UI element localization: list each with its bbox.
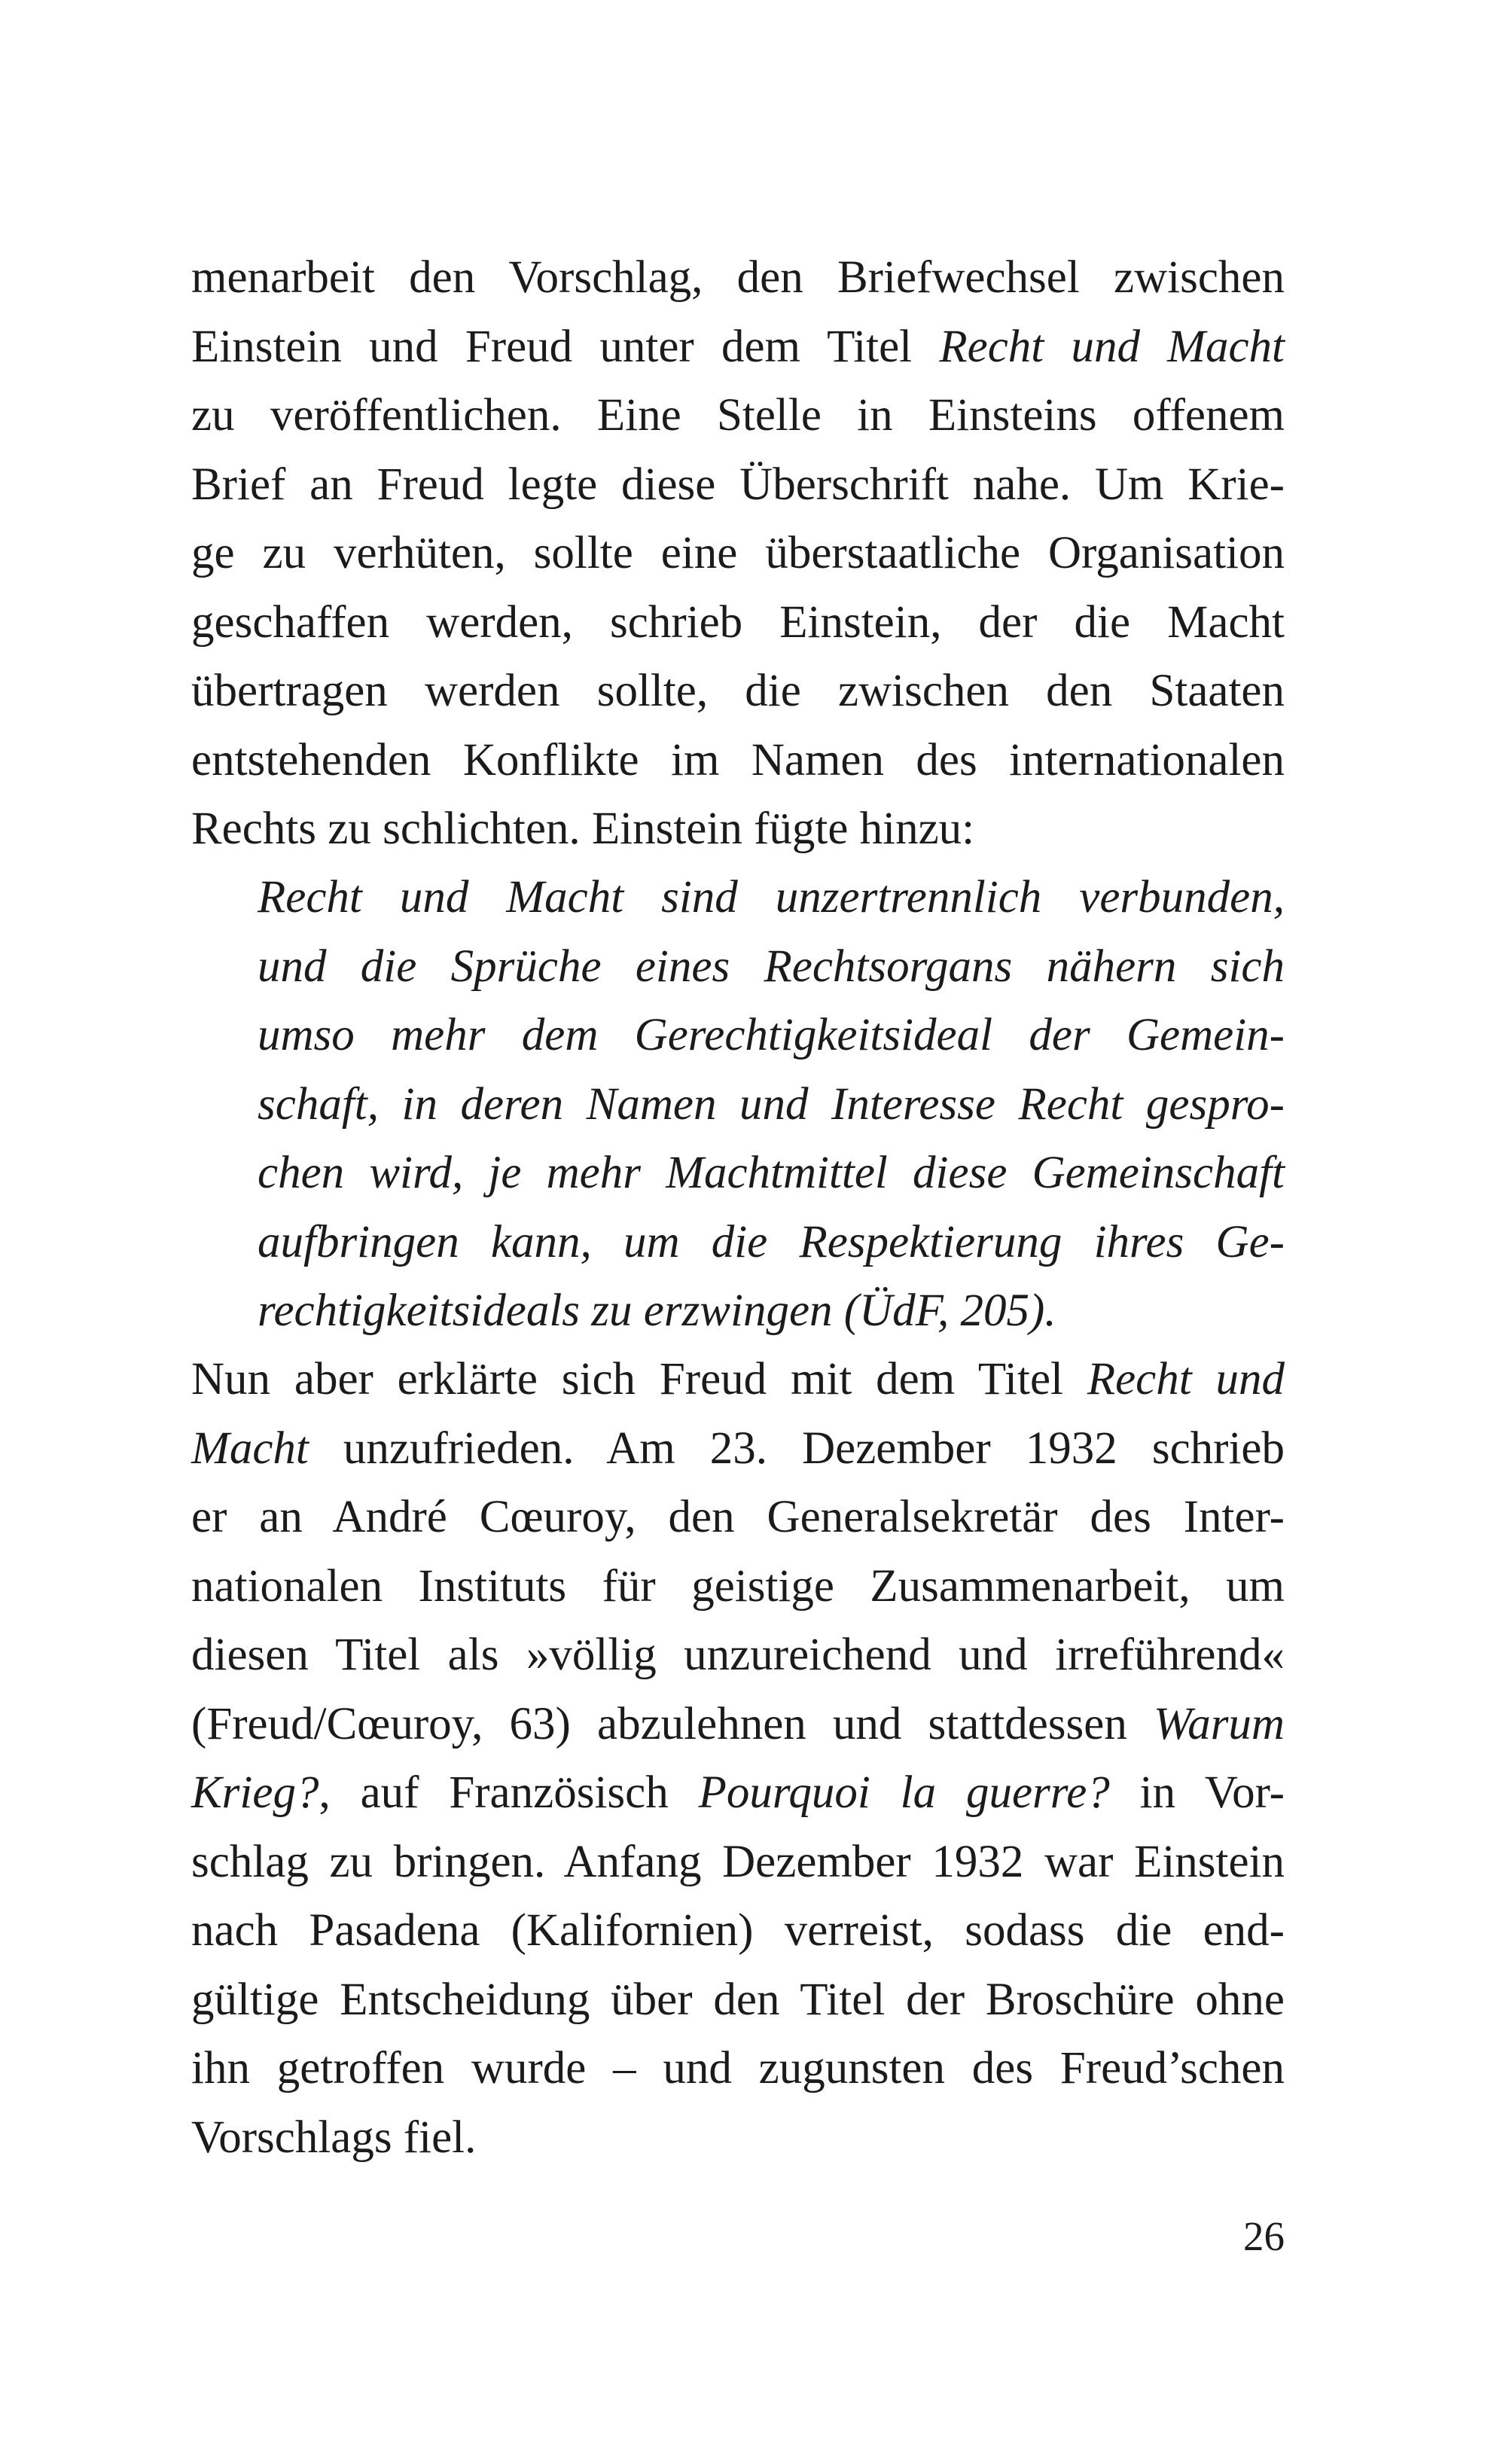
quote-line: rechtigkeitsideals zu erzwingen (ÜdF, 205).	[258, 1285, 1056, 1336]
text-line: diesen Titel als »völlig unzureichend und irreführend«	[191, 1630, 1285, 1680]
text-line: schlag zu bringen. Anfang Dezember 1932 war Einstein	[191, 1836, 1285, 1887]
paragraph-1	[191, 243, 1285, 864]
text-span: , auf Französisch	[319, 1767, 699, 1818]
page-number: 26	[1243, 2213, 1285, 2259]
text-line: nach Pasadena (Kalifornien) verreist, sodass die end-	[191, 1905, 1285, 1956]
quote-line: umso mehr dem Gerechtigkeitsideal der Gemein-	[258, 1010, 1285, 1060]
text-line	[191, 1690, 1285, 1759]
quote-line: schaft, in deren Namen und Interesse Recht gespro-	[258, 1078, 1285, 1130]
italic-title: Recht und	[1087, 1354, 1285, 1404]
text-line: entstehenden Konflikte im Namen des internationalen	[191, 734, 1285, 785]
text-line	[191, 313, 1285, 382]
text-line: er an André Cœuroy, den Generalsekretär des Inter-	[191, 1492, 1285, 1542]
text-span: Einstein und Freud unter dem Titel	[191, 321, 940, 372]
quote-line: und die Sprüche eines Rechtsorgans nähern sich	[258, 941, 1285, 992]
italic-title: Warum	[1153, 1698, 1285, 1749]
text-span: (Freud/Cœuroy, 63) abzulehnen und stattdessen	[191, 1698, 1154, 1749]
text-line	[191, 1414, 1285, 1484]
italic-title: Pourquoi la guerre?	[698, 1767, 1110, 1818]
text-line: Vorschlags fiel.	[191, 2112, 477, 2163]
quote-line: chen wird, je mehr Machtmittel diese Gemeinschaft	[258, 1148, 1285, 1198]
text-span: in Vor-	[1109, 1767, 1285, 1818]
text-line: nationalen Instituts für geistige Zusammenarbeit, um	[191, 1560, 1285, 1612]
text-line	[191, 1345, 1285, 1414]
text-line: menarbeit den Vorschlag, den Briefwechsel zwischen	[191, 252, 1285, 303]
paragraph-2	[191, 1345, 1285, 2172]
quote-line: Recht und Macht sind unzertrennlich verbunden,	[258, 872, 1285, 922]
text-line: Rechts zu schlichten. Einstein fügte hinzu:	[191, 804, 975, 854]
italic-title: Krieg?	[191, 1767, 319, 1818]
quote-line: aufbringen kann, um die Respektierung ihres Ge-	[258, 1216, 1285, 1267]
text-line: zu veröffentlichen. Eine Stelle in Einsteins offenem	[191, 390, 1285, 441]
text-span: Nun aber erklärte sich Freud mit dem Titel	[191, 1354, 1087, 1404]
text-span: unzufrieden. Am 23. Dezember 1932 schrieb	[308, 1423, 1285, 1474]
italic-title: Recht und Macht	[939, 321, 1285, 372]
text-line: übertragen werden sollte, die zwischen den Staaten	[191, 666, 1285, 716]
text-line: gültige Entscheidung über den Titel der Broschüre ohne	[191, 1974, 1285, 2025]
text-line: ge zu verhüten, sollte eine überstaatliche Organisation	[191, 528, 1285, 578]
text-line: Brief an Freud legte diese Überschrift nahe. Um Krie-	[191, 459, 1285, 510]
text-line	[191, 1758, 1285, 1828]
text-line: geschaffen werden, schrieb Einstein, der die Macht	[191, 596, 1285, 648]
text-line: ihn getroffen wurde – und zugunsten des Freud’schen	[191, 2043, 1285, 2093]
italic-title: Macht	[191, 1423, 309, 1474]
block-quote	[258, 863, 1285, 1346]
